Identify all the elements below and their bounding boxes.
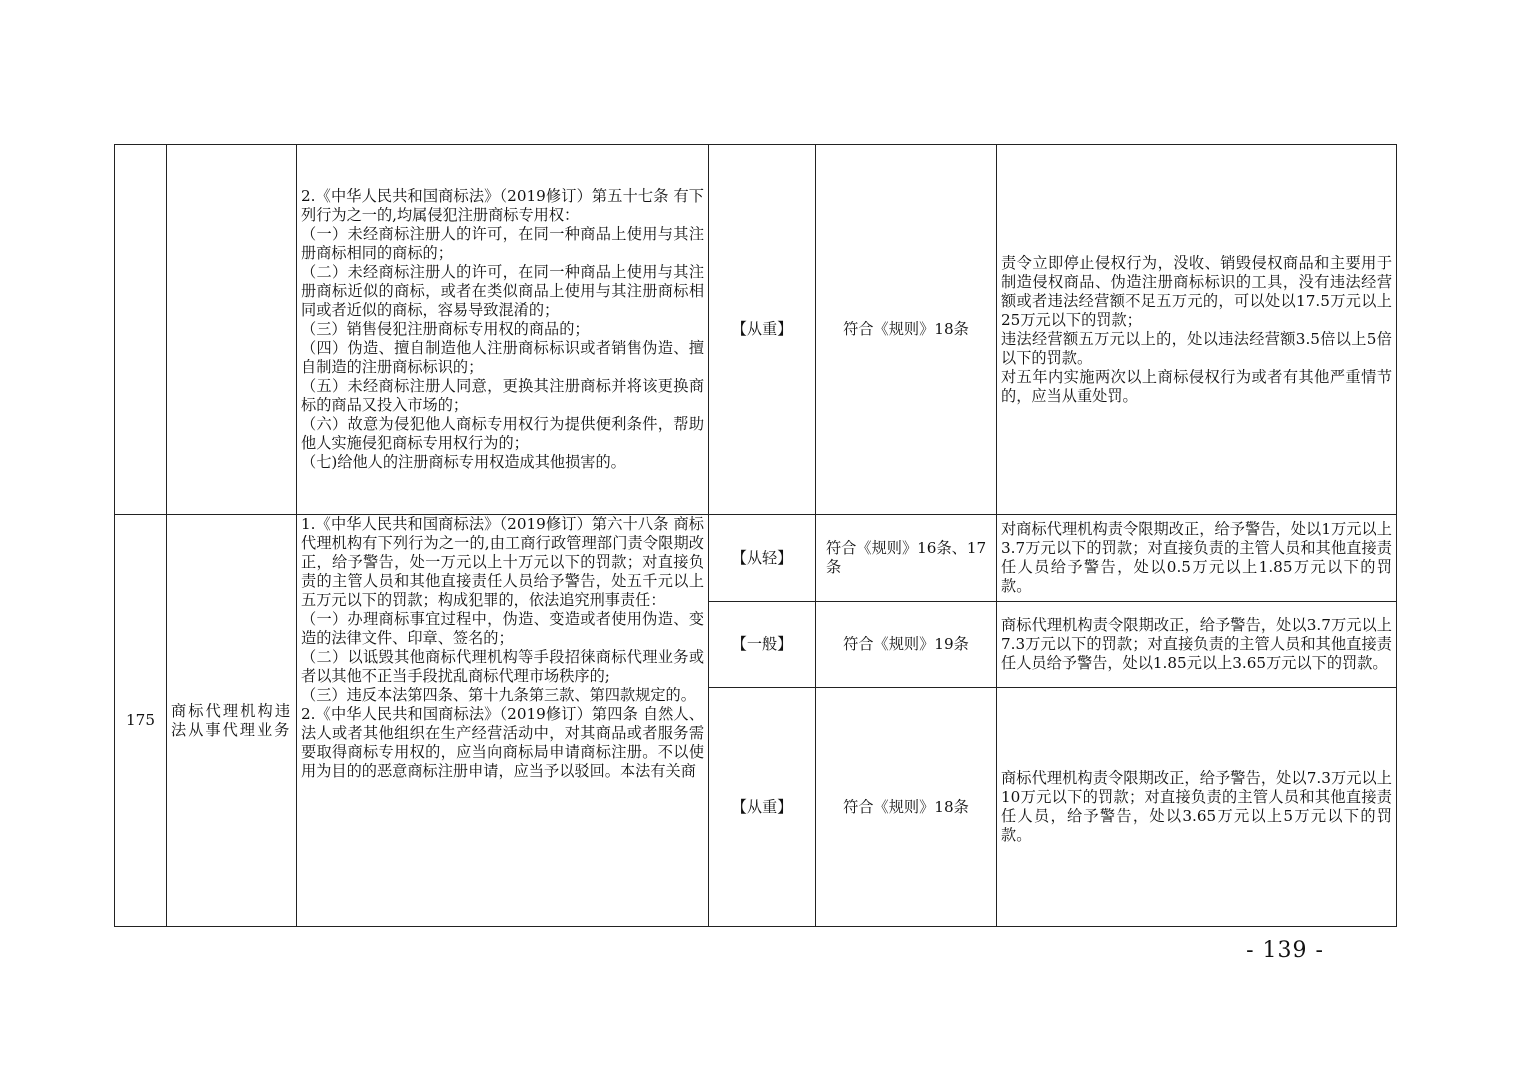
basis-paragraph: （三）违反本法第四条、第十九条第三款、第四款规定的。	[301, 686, 696, 704]
applicable-rule-cell: 符合《规则》19条	[816, 602, 997, 688]
penalty-paragraph: 对商标代理机构责令限期改正，给予警告，处以1万元以上3.7万元以下的罚款；对直接负责的主管人员和其他直接责任人员给予警告，处以0.5万元以上1.85万元以下的罚款。	[1001, 520, 1392, 595]
penalty-standard-cell	[997, 602, 1397, 688]
penalty-paragraph: 商标代理机构责令限期改正，给予警告，处以7.3万元以上10万元以下的罚款；对直接负责的主管人员和其他直接责任人员，给予警告，处以3.65万元以上5万元以下的罚款。	[1001, 769, 1392, 844]
penalty-standard-cell	[997, 688, 1397, 927]
penalty-paragraph: 违法经营额五万元以上的，处以违法经营额3.5倍以上5倍以下的罚款。	[1001, 329, 1392, 367]
table-row	[115, 145, 1397, 515]
legal-basis-cell	[297, 145, 709, 515]
basis-paragraph: （五）未经商标注册人同意，更换其注册商标并将该更换商标的商品又投入市场的；	[301, 377, 704, 414]
item-number-cell	[115, 145, 167, 515]
item-number-cell: 175	[115, 515, 167, 927]
legal-basis-cell	[297, 515, 709, 927]
discretion-level-cell: 【一般】	[709, 602, 816, 688]
penalty-standard-cell	[997, 145, 1397, 515]
discretion-level-cell: 【从重】	[709, 688, 816, 927]
basis-paragraph: 1.《中华人民共和国商标法》（2019修订）第六十八条 商标代理机构有下列行为之一的,由工商行政管理部门责令限期改正，给予警告，处一万元以上十万元以下的罚款；对直接负责的主管人员和其他直接责任人员给予警告，处五千元以上五万元以下的罚款；构成犯罪的，依法追究刑事责任：	[301, 515, 704, 609]
penalty-paragraph: 商标代理机构责令限期改正，给予警告，处以3.7万元以上7.3万元以下的罚款；对直接负责的主管人员和其他直接责任人员给予警告，处以1.85元以上3.65万元以下的罚款。	[1001, 616, 1392, 672]
basis-paragraph: （四）伪造、擅自制造他人注册商标标识或者销售伪造、擅自制造的注册商标标识的；	[301, 339, 704, 376]
discretion-level-cell: 【从重】	[709, 145, 816, 515]
penalty-standard-table	[114, 144, 1397, 927]
basis-paragraph: （一）办理商标事宜过程中，伪造、变造或者使用伪造、变造的法律文件、印章、签名的；	[301, 610, 704, 647]
penalty-paragraph: 对五年内实施两次以上商标侵权行为或者有其他严重情节的，应当从重处罚。	[1001, 367, 1392, 405]
penalty-paragraph: 责令立即停止侵权行为，没收、销毁侵权商品和主要用于制造侵权商品、伪造注册商标标识的工具，没有违法经营额或者违法经营额不足五万元的，可以处以17.5万元以上25万元以下的罚款；	[1001, 253, 1392, 329]
basis-paragraph: （二）以诋毁其他商标代理机构等手段招徕商标代理业务或者以其他不正当手段扰乱商标代理市场秩序的;	[301, 648, 704, 685]
item-name-cell: 商标代理机构违法从事代理业务	[167, 515, 297, 927]
discretion-level-cell: 【从轻】	[709, 515, 816, 602]
page-number: - 139 -	[1246, 938, 1324, 963]
applicable-rule-cell: 符合《规则》18条	[816, 145, 997, 515]
basis-paragraph: （七)给他人的注册商标专用权造成其他损害的。	[301, 453, 626, 471]
applicable-rule-cell: 符合《规则》16条、17条	[816, 515, 997, 602]
basis-paragraph: 2.《中华人民共和国商标法》（2019修订）第四条 自然人、法人或者其他组织在生产经营活动中，对其商品或者服务需要取得商标专用权的，应当向商标局申请商标注册。不以使用为目的的恶意商标注册申请，应当予以驳回。本法有关商	[301, 705, 704, 780]
basis-paragraph: （三）销售侵犯注册商标专用权的商品的；	[301, 320, 590, 338]
basis-paragraph: 2.《中华人民共和国商标法》（2019修订）第五十七条 有下列行为之一的,均属侵犯注册商标专用权：	[301, 187, 704, 224]
basis-paragraph: （一）未经商标注册人的许可，在同一种商品上使用与其注册商标相同的商标的；	[301, 225, 704, 262]
basis-paragraph: （二）未经商标注册人的许可，在同一种商品上使用与其注册商标近似的商标，或者在类似商品上使用与其注册商标相同或者近似的商标，容易导致混淆的；	[301, 263, 704, 319]
basis-paragraph: （六）故意为侵犯他人商标专用权行为提供便利条件，帮助他人实施侵犯商标专用权行为的；	[301, 415, 704, 452]
penalty-standard-cell	[997, 515, 1397, 602]
item-name-cell	[167, 145, 297, 515]
table-row	[115, 515, 1397, 602]
applicable-rule-cell: 符合《规则》18条	[816, 688, 997, 927]
